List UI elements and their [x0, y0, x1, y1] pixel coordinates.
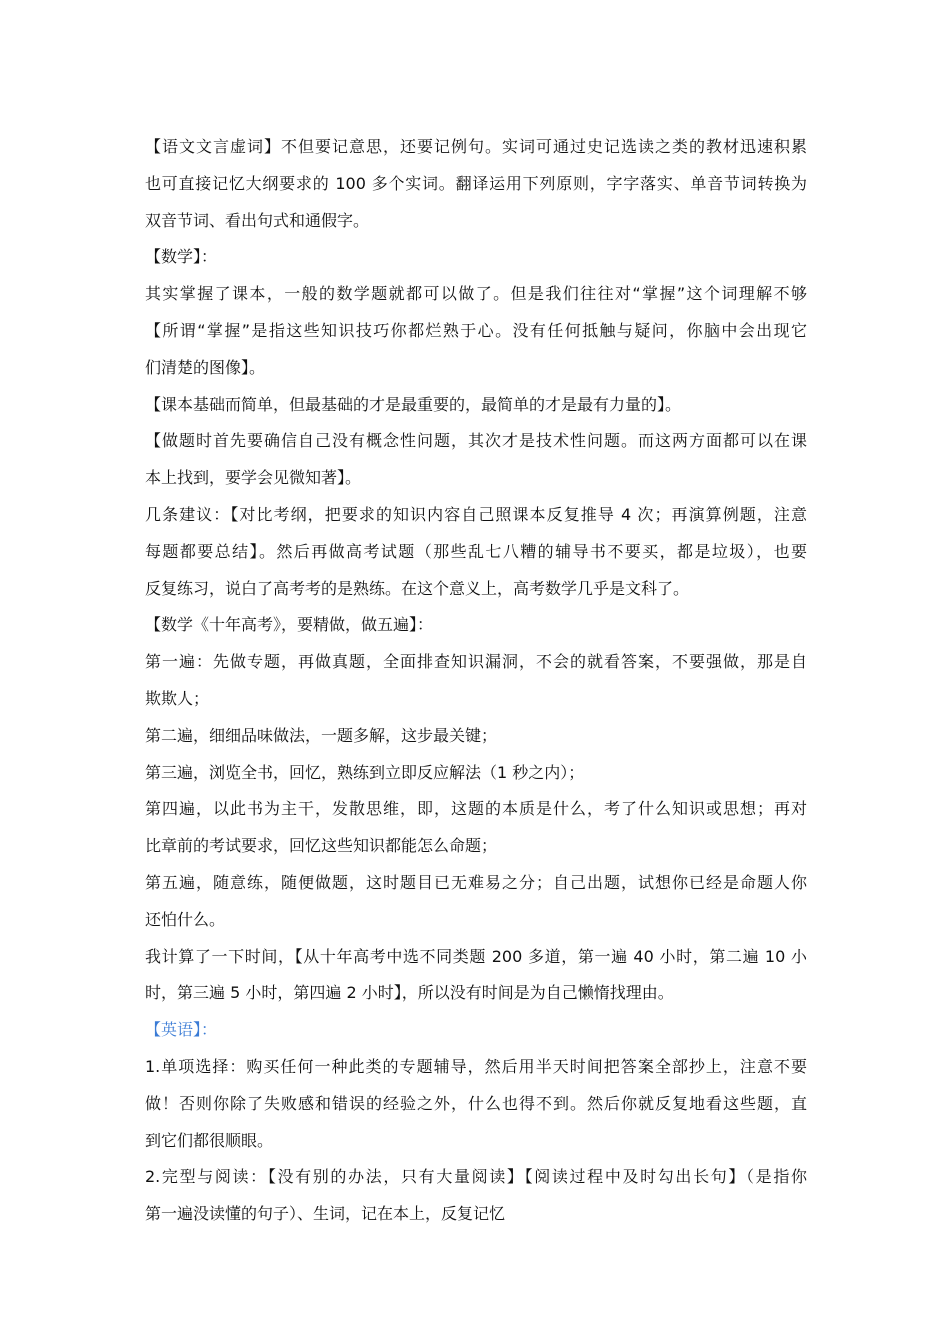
paragraph-line: 也可直接记忆大纲要求的 100 多个实词。翻译运用下列原则，字字落实、单音节词转换为	[145, 173, 807, 193]
paragraph-line: 我计算了一下时间，【从十年高考中选不同类题 200 多道，第一遍 40 小时，第二遍 10 小	[145, 946, 807, 966]
paragraph-line: 到它们都很顺眼。	[145, 1130, 274, 1150]
paragraph-line: 1.单项选择：购买任何一种此类的专题辅导，然后用半天时间把答案全部抄上，注意不要	[145, 1056, 807, 1076]
paragraph-line: 第四遍，以此书为主干，发散思维，即，这题的本质是什么，考了什么知识或思想；再对	[145, 799, 807, 819]
paragraph-line: 第一遍没读懂的句子）、生词，记在本上，反复记忆	[145, 1204, 506, 1224]
paragraph-line: 本上找到，要学会见微知著】。	[145, 468, 362, 488]
paragraph-line: 还怕什么。	[145, 909, 226, 929]
paragraph-line: 做！否则你除了失败感和错误的经验之外，什么也得不到。然后你就反复地看这些题，直	[145, 1093, 807, 1113]
paragraph-line: 第二遍，细细品味做法，一题多解，这步最关键；	[145, 725, 498, 745]
paragraph-line: 【语文文言虚词】不但要记意思，还要记例句。实词可通过史记选读之类的教材迅速积累	[145, 137, 807, 156]
paragraph-line: 双音节词、看出句式和通假字。	[145, 210, 370, 230]
paragraph-line: 【所谓“掌握”是指这些知识技巧你都烂熟于心。没有任何抵触与疑问，你脑中会出现它	[145, 320, 807, 340]
paragraph-line: 欺欺人；	[145, 688, 210, 708]
paragraph-line: 反复练习，说白了高考考的是熟练。在这个意义上，高考数学几乎是文科了。	[145, 578, 690, 598]
paragraph-line: 【课本基础而简单，但最基础的才是最重要的，最简单的才是最有力量的】。	[145, 394, 682, 414]
paragraph-line: 时，第三遍 5 小时，第四遍 2 小时】，所以没有时间是为自己懒惰找理由。	[145, 983, 674, 1003]
paragraph-line: 们清楚的图像】。	[145, 357, 266, 377]
paragraph-line: 2.完型与阅读：【没有别的办法，只有大量阅读】【阅读过程中及时勾出长句】（是指你	[145, 1167, 807, 1187]
paragraph-line: 第一遍：先做专题，再做真题，全面排查知识漏洞，不会的就看答案，不要强做，那是自	[145, 652, 807, 672]
document-body	[145, 129, 807, 1233]
section-heading-english: 【英语】：	[145, 1020, 218, 1040]
paragraph-line: 每题都要总结】。然后再做高考试题（那些乱七八糟的辅导书不要买，都是垃圾），也要	[145, 541, 807, 561]
paragraph-line: 第五遍，随意练，随便做题，这时题目已无难易之分；自己出题，试想你已经是命题人你	[145, 872, 807, 892]
section-heading-math: 【数学】：	[145, 247, 218, 267]
paragraph-line: 几条建议：【对比考纲，把要求的知识内容自己照课本反复推导 4 次；再演算例题，注意	[145, 504, 807, 524]
paragraph-line: 【数学《十年高考》，要精做，做五遍】：	[145, 615, 434, 635]
paragraph-line: 【做题时首先要确信自己没有概念性问题，其次才是技术性问题。而这两方面都可以在课	[145, 431, 807, 451]
paragraph-line: 其实掌握了课本，一般的数学题就都可以做了。但是我们往往对“掌握”这个词理解不够	[145, 284, 807, 304]
paragraph-line: 第三遍，浏览全书，回忆，熟练到立即反应解法（1 秒之内）；	[145, 762, 585, 782]
paragraph-line: 比章前的考试要求，回忆这些知识都能怎么命题；	[145, 836, 498, 856]
